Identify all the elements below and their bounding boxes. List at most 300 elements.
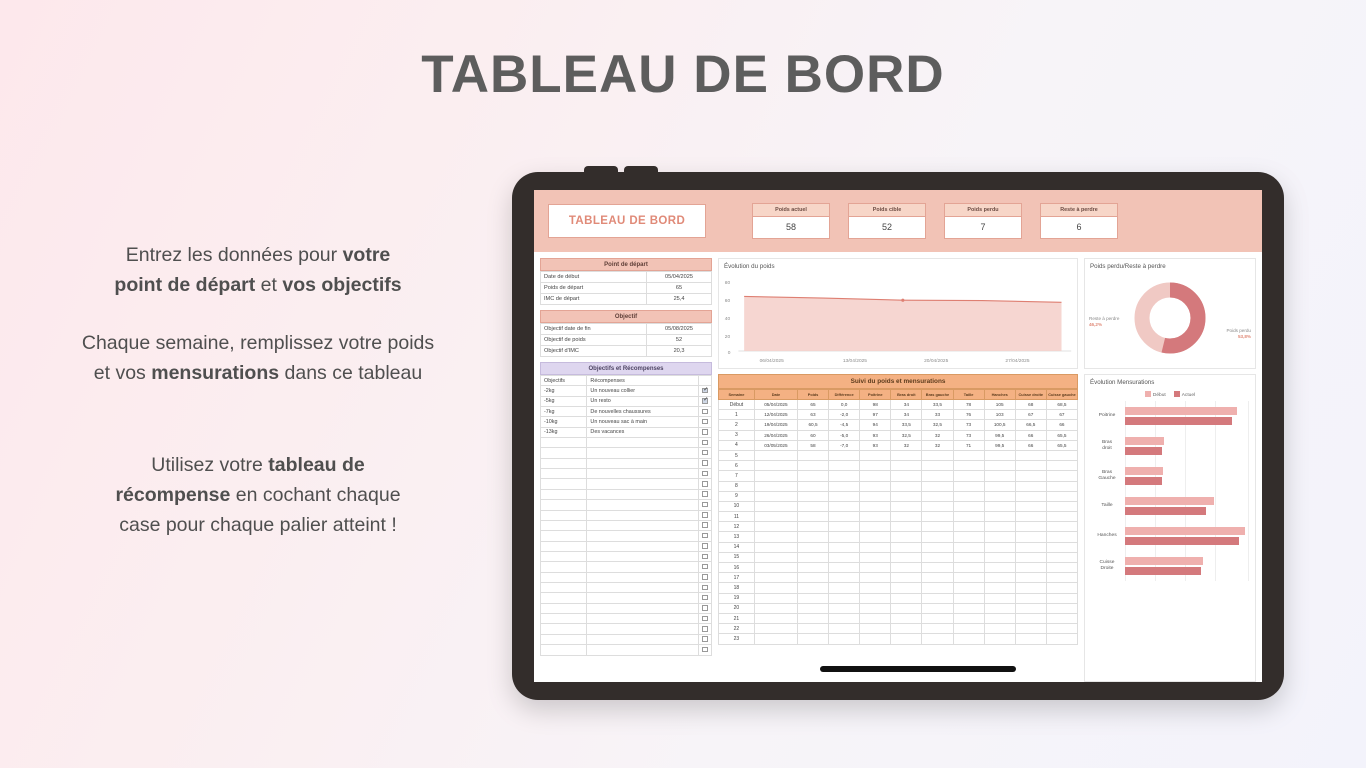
reward-checkbox-cell[interactable]	[699, 417, 712, 427]
reward-checkbox-cell[interactable]	[699, 510, 712, 520]
reward-checkbox[interactable]	[702, 605, 708, 611]
reward-checkbox[interactable]	[702, 450, 708, 456]
reward-label[interactable]: De nouvelles chaussures	[587, 406, 699, 416]
table-cell[interactable]	[891, 583, 922, 593]
table-cell[interactable]	[860, 532, 891, 542]
table-cell[interactable]	[891, 491, 922, 501]
reward-goal[interactable]	[541, 572, 587, 582]
table-cell[interactable]: 68,5	[1046, 400, 1077, 410]
table-cell[interactable]	[754, 583, 797, 593]
reward-label[interactable]	[587, 448, 699, 458]
reward-label[interactable]	[587, 603, 699, 613]
table-cell[interactable]	[1046, 532, 1077, 542]
reward-label[interactable]	[587, 634, 699, 644]
kpi-value[interactable]: 52	[848, 217, 926, 239]
reward-checkbox[interactable]	[702, 471, 708, 477]
reward-goal[interactable]	[541, 541, 587, 551]
reward-checkbox[interactable]	[702, 616, 708, 622]
reward-checkbox[interactable]	[702, 574, 708, 580]
row-value[interactable]: 05/08/2025	[647, 324, 712, 335]
table-cell[interactable]	[953, 583, 984, 593]
table-cell[interactable]	[797, 603, 828, 613]
table-cell[interactable]	[922, 634, 953, 644]
table-cell[interactable]	[953, 471, 984, 481]
table-cell[interactable]	[829, 603, 860, 613]
table-cell[interactable]	[754, 603, 797, 613]
table-cell[interactable]	[797, 552, 828, 562]
reward-label[interactable]	[587, 583, 699, 593]
table-cell[interactable]	[1046, 624, 1077, 634]
table-cell[interactable]: 65	[797, 400, 828, 410]
table-cell[interactable]	[922, 613, 953, 623]
table-cell[interactable]	[1046, 471, 1077, 481]
table-cell[interactable]	[829, 491, 860, 501]
table-cell[interactable]	[922, 593, 953, 603]
table-cell[interactable]	[891, 461, 922, 471]
table-cell[interactable]	[860, 471, 891, 481]
table-cell[interactable]	[754, 613, 797, 623]
table-cell[interactable]	[829, 481, 860, 491]
table-cell[interactable]	[953, 481, 984, 491]
table-cell[interactable]	[953, 501, 984, 511]
reward-label[interactable]	[587, 469, 699, 479]
table-cell[interactable]	[891, 552, 922, 562]
table-cell[interactable]	[860, 542, 891, 552]
table-cell[interactable]	[922, 450, 953, 460]
table-cell[interactable]: 33,5	[891, 420, 922, 430]
table-cell[interactable]	[1046, 542, 1077, 552]
table-cell[interactable]	[1015, 512, 1046, 522]
reward-checkbox[interactable]	[702, 543, 708, 549]
table-cell[interactable]	[984, 542, 1015, 552]
table-cell[interactable]	[891, 603, 922, 613]
table-cell[interactable]	[984, 593, 1015, 603]
reward-checkbox-cell[interactable]	[699, 583, 712, 593]
reward-checkbox-cell[interactable]	[699, 406, 712, 416]
reward-checkbox-cell[interactable]	[699, 500, 712, 510]
kpi-value[interactable]: 6	[1040, 217, 1118, 239]
reward-label[interactable]	[587, 551, 699, 561]
table-cell[interactable]	[829, 552, 860, 562]
reward-checkbox-cell[interactable]	[699, 469, 712, 479]
table-cell[interactable]	[754, 481, 797, 491]
reward-goal[interactable]	[541, 469, 587, 479]
table-cell[interactable]	[984, 613, 1015, 623]
table-cell[interactable]	[891, 542, 922, 552]
reward-goal[interactable]: -13kg	[541, 427, 587, 437]
table-cell[interactable]	[754, 501, 797, 511]
reward-checkbox-cell[interactable]	[699, 562, 712, 572]
table-cell[interactable]: 32	[922, 440, 953, 450]
table-cell[interactable]	[984, 532, 1015, 542]
table-cell[interactable]: 66	[1046, 420, 1077, 430]
reward-label[interactable]: Un resto	[587, 396, 699, 406]
table-cell[interactable]	[953, 624, 984, 634]
table-cell[interactable]	[984, 461, 1015, 471]
table-cell[interactable]	[860, 461, 891, 471]
table-cell[interactable]	[1046, 450, 1077, 460]
reward-goal[interactable]: -7kg	[541, 406, 587, 416]
table-cell[interactable]	[922, 512, 953, 522]
table-cell[interactable]	[922, 481, 953, 491]
reward-goal[interactable]	[541, 500, 587, 510]
reward-checkbox-cell[interactable]	[699, 541, 712, 551]
table-cell[interactable]	[891, 593, 922, 603]
table-cell[interactable]	[829, 563, 860, 573]
table-cell[interactable]	[1046, 634, 1077, 644]
table-cell[interactable]	[984, 471, 1015, 481]
table-cell[interactable]	[891, 563, 922, 573]
table-cell[interactable]	[984, 552, 1015, 562]
table-cell[interactable]	[829, 613, 860, 623]
reward-checkbox-cell[interactable]	[699, 458, 712, 468]
reward-goal[interactable]	[541, 614, 587, 624]
table-cell[interactable]	[922, 624, 953, 634]
table-cell[interactable]	[1015, 563, 1046, 573]
table-cell[interactable]	[860, 501, 891, 511]
table-cell[interactable]: 33,5	[922, 400, 953, 410]
table-cell[interactable]	[1015, 461, 1046, 471]
stylus[interactable]	[820, 666, 1016, 672]
reward-checkbox[interactable]	[702, 595, 708, 601]
table-cell[interactable]	[984, 501, 1015, 511]
table-cell[interactable]	[922, 491, 953, 501]
table-cell[interactable]	[1046, 563, 1077, 573]
reward-checkbox[interactable]	[702, 626, 708, 632]
table-cell[interactable]: 71	[953, 440, 984, 450]
reward-checkbox-cell[interactable]	[699, 614, 712, 624]
table-cell[interactable]	[984, 450, 1015, 460]
table-cell[interactable]	[953, 593, 984, 603]
reward-label[interactable]	[587, 500, 699, 510]
reward-goal[interactable]	[541, 583, 587, 593]
table-cell[interactable]	[860, 450, 891, 460]
table-cell[interactable]	[984, 624, 1015, 634]
reward-label[interactable]	[587, 593, 699, 603]
table-cell[interactable]	[797, 583, 828, 593]
table-cell[interactable]	[891, 573, 922, 583]
table-cell[interactable]	[984, 491, 1015, 501]
table-cell[interactable]: 60	[797, 430, 828, 440]
table-cell[interactable]	[922, 583, 953, 593]
table-cell[interactable]	[797, 563, 828, 573]
table-cell[interactable]: 100,5	[984, 420, 1015, 430]
reward-label[interactable]	[587, 458, 699, 468]
table-cell[interactable]	[860, 481, 891, 491]
table-cell[interactable]	[754, 552, 797, 562]
reward-goal[interactable]	[541, 603, 587, 613]
table-cell[interactable]	[860, 613, 891, 623]
table-cell[interactable]	[953, 461, 984, 471]
table-cell[interactable]	[1015, 624, 1046, 634]
table-cell[interactable]	[1015, 603, 1046, 613]
reward-goal[interactable]	[541, 593, 587, 603]
table-cell[interactable]	[797, 461, 828, 471]
table-cell[interactable]	[754, 532, 797, 542]
table-cell[interactable]	[1015, 573, 1046, 583]
reward-checkbox[interactable]	[702, 522, 708, 528]
table-cell[interactable]: 65,5	[1046, 430, 1077, 440]
table-cell[interactable]	[829, 501, 860, 511]
reward-goal[interactable]	[541, 489, 587, 499]
reward-checkbox[interactable]	[702, 419, 708, 425]
table-cell[interactable]	[953, 613, 984, 623]
reward-checkbox[interactable]	[702, 502, 708, 508]
table-cell[interactable]: 32	[891, 440, 922, 450]
reward-label[interactable]	[587, 489, 699, 499]
table-cell[interactable]	[754, 461, 797, 471]
table-cell[interactable]: 12/04/2025	[754, 410, 797, 420]
reward-label[interactable]	[587, 572, 699, 582]
table-cell[interactable]	[754, 563, 797, 573]
table-cell[interactable]	[829, 532, 860, 542]
table-cell[interactable]	[797, 624, 828, 634]
table-cell[interactable]	[922, 573, 953, 583]
table-cell[interactable]: 78	[953, 400, 984, 410]
table-cell[interactable]	[953, 552, 984, 562]
table-cell[interactable]	[797, 532, 828, 542]
reward-goal[interactable]	[541, 510, 587, 520]
reward-label[interactable]	[587, 614, 699, 624]
reward-label[interactable]	[587, 437, 699, 447]
table-cell[interactable]	[797, 573, 828, 583]
table-cell[interactable]	[891, 634, 922, 644]
reward-label[interactable]	[587, 531, 699, 541]
table-cell[interactable]	[860, 583, 891, 593]
table-cell[interactable]	[829, 593, 860, 603]
table-cell[interactable]: -5,0	[829, 430, 860, 440]
table-cell[interactable]	[797, 542, 828, 552]
reward-goal[interactable]	[541, 562, 587, 572]
table-cell[interactable]	[891, 450, 922, 460]
table-cell[interactable]	[860, 624, 891, 634]
reward-checkbox[interactable]	[702, 429, 708, 435]
reward-checkbox[interactable]	[702, 388, 708, 394]
reward-label[interactable]: Un nouveau sac à main	[587, 417, 699, 427]
table-cell[interactable]	[754, 522, 797, 532]
reward-checkbox-cell[interactable]	[699, 531, 712, 541]
table-cell[interactable]	[1046, 512, 1077, 522]
reward-checkbox-cell[interactable]	[699, 520, 712, 530]
reward-checkbox[interactable]	[702, 491, 708, 497]
table-cell[interactable]	[860, 634, 891, 644]
table-cell[interactable]	[797, 512, 828, 522]
table-cell[interactable]	[860, 552, 891, 562]
table-cell[interactable]	[953, 450, 984, 460]
table-cell[interactable]	[754, 624, 797, 634]
table-cell[interactable]: 34	[891, 410, 922, 420]
table-cell[interactable]	[797, 613, 828, 623]
table-cell[interactable]	[953, 532, 984, 542]
table-cell[interactable]	[829, 522, 860, 532]
table-cell[interactable]: 98	[860, 400, 891, 410]
table-cell[interactable]	[829, 542, 860, 552]
reward-checkbox-cell[interactable]	[699, 479, 712, 489]
reward-checkbox[interactable]	[702, 440, 708, 446]
table-cell[interactable]: 67	[1015, 410, 1046, 420]
table-cell[interactable]	[953, 603, 984, 613]
reward-checkbox[interactable]	[702, 481, 708, 487]
row-value[interactable]: 05/04/2025	[647, 272, 712, 283]
table-cell[interactable]	[922, 603, 953, 613]
table-cell[interactable]: 94	[860, 420, 891, 430]
table-cell[interactable]: 66	[1015, 440, 1046, 450]
reward-goal[interactable]	[541, 551, 587, 561]
table-cell[interactable]: 03/05/2025	[754, 440, 797, 450]
reward-checkbox-cell[interactable]	[699, 448, 712, 458]
table-cell[interactable]	[953, 634, 984, 644]
table-cell[interactable]	[953, 491, 984, 501]
table-cell[interactable]	[797, 501, 828, 511]
table-cell[interactable]	[1046, 491, 1077, 501]
table-cell[interactable]	[922, 501, 953, 511]
reward-checkbox-cell[interactable]	[699, 624, 712, 634]
reward-label[interactable]: Un nouveau collier	[587, 386, 699, 396]
table-cell[interactable]	[1015, 522, 1046, 532]
table-cell[interactable]	[860, 491, 891, 501]
table-cell[interactable]: -4,5	[829, 420, 860, 430]
table-cell[interactable]	[860, 593, 891, 603]
table-cell[interactable]	[1015, 634, 1046, 644]
table-cell[interactable]	[984, 522, 1015, 532]
reward-checkbox[interactable]	[702, 512, 708, 518]
reward-goal[interactable]: -5kg	[541, 396, 587, 406]
table-cell[interactable]	[1015, 583, 1046, 593]
table-cell[interactable]	[1015, 481, 1046, 491]
table-cell[interactable]: 19/04/2025	[754, 420, 797, 430]
table-cell[interactable]: 99,5	[984, 430, 1015, 440]
table-cell[interactable]	[984, 563, 1015, 573]
table-cell[interactable]	[891, 532, 922, 542]
table-cell[interactable]	[922, 552, 953, 562]
table-cell[interactable]	[953, 542, 984, 552]
table-cell[interactable]: 0,0	[829, 400, 860, 410]
table-cell[interactable]	[1015, 552, 1046, 562]
table-cell[interactable]	[754, 491, 797, 501]
reward-checkbox[interactable]	[702, 647, 708, 653]
table-cell[interactable]: 68	[1015, 400, 1046, 410]
table-cell[interactable]: 32,5	[891, 430, 922, 440]
reward-label[interactable]: Des vacances	[587, 427, 699, 437]
table-cell[interactable]	[1046, 461, 1077, 471]
table-cell[interactable]	[797, 491, 828, 501]
reward-checkbox[interactable]	[702, 409, 708, 415]
kpi-value[interactable]: 58	[752, 217, 830, 239]
table-cell[interactable]: 93	[860, 430, 891, 440]
table-cell[interactable]	[984, 634, 1015, 644]
table-cell[interactable]	[754, 512, 797, 522]
table-cell[interactable]	[891, 501, 922, 511]
reward-checkbox-cell[interactable]	[699, 437, 712, 447]
table-cell[interactable]	[984, 573, 1015, 583]
table-cell[interactable]: 103	[984, 410, 1015, 420]
table-cell[interactable]	[754, 542, 797, 552]
reward-checkbox[interactable]	[702, 554, 708, 560]
table-cell[interactable]	[829, 583, 860, 593]
table-cell[interactable]	[1046, 522, 1077, 532]
table-cell[interactable]	[953, 573, 984, 583]
table-cell[interactable]	[1015, 532, 1046, 542]
table-cell[interactable]	[1046, 613, 1077, 623]
reward-checkbox[interactable]	[702, 533, 708, 539]
table-cell[interactable]	[1046, 481, 1077, 491]
table-cell[interactable]	[1015, 471, 1046, 481]
row-value[interactable]: 25,4	[647, 294, 712, 305]
reward-checkbox-cell[interactable]	[699, 645, 712, 655]
reward-goal[interactable]	[541, 479, 587, 489]
table-cell[interactable]	[891, 481, 922, 491]
table-cell[interactable]: 32,5	[922, 420, 953, 430]
reward-goal[interactable]	[541, 448, 587, 458]
table-cell[interactable]: 105	[984, 400, 1015, 410]
kpi-value[interactable]: 7	[944, 217, 1022, 239]
table-cell[interactable]	[1015, 491, 1046, 501]
table-cell[interactable]	[754, 450, 797, 460]
table-cell[interactable]	[1046, 603, 1077, 613]
table-cell[interactable]: 65,5	[1046, 440, 1077, 450]
table-cell[interactable]	[860, 522, 891, 532]
table-cell[interactable]: 60,5	[797, 420, 828, 430]
reward-label[interactable]	[587, 562, 699, 572]
table-cell[interactable]	[1046, 552, 1077, 562]
reward-goal[interactable]	[541, 458, 587, 468]
reward-label[interactable]	[587, 541, 699, 551]
table-cell[interactable]: 66	[1015, 430, 1046, 440]
table-cell[interactable]	[797, 481, 828, 491]
table-cell[interactable]: 73	[953, 430, 984, 440]
table-cell[interactable]	[1015, 450, 1046, 460]
table-cell[interactable]	[953, 563, 984, 573]
table-cell[interactable]: 97	[860, 410, 891, 420]
table-cell[interactable]: 05/04/2025	[754, 400, 797, 410]
table-cell[interactable]	[797, 471, 828, 481]
table-cell[interactable]	[984, 583, 1015, 593]
table-cell[interactable]: -2,0	[829, 410, 860, 420]
reward-checkbox[interactable]	[702, 564, 708, 570]
table-cell[interactable]	[829, 461, 860, 471]
reward-goal[interactable]	[541, 437, 587, 447]
table-cell[interactable]	[953, 512, 984, 522]
reward-checkbox-cell[interactable]	[699, 489, 712, 499]
table-cell[interactable]	[1015, 593, 1046, 603]
table-cell[interactable]	[922, 471, 953, 481]
reward-checkbox-cell[interactable]	[699, 634, 712, 644]
table-cell[interactable]: 33	[922, 410, 953, 420]
reward-checkbox[interactable]	[702, 398, 708, 404]
reward-label[interactable]	[587, 520, 699, 530]
reward-checkbox[interactable]	[702, 585, 708, 591]
reward-goal[interactable]: -10kg	[541, 417, 587, 427]
reward-checkbox-cell[interactable]	[699, 386, 712, 396]
table-cell[interactable]	[829, 512, 860, 522]
reward-label[interactable]	[587, 479, 699, 489]
table-cell[interactable]	[1046, 583, 1077, 593]
table-cell[interactable]	[1015, 501, 1046, 511]
reward-goal[interactable]	[541, 531, 587, 541]
row-value[interactable]: 65	[647, 283, 712, 294]
table-cell[interactable]: 73	[953, 420, 984, 430]
table-cell[interactable]: 76	[953, 410, 984, 420]
table-cell[interactable]	[797, 593, 828, 603]
table-cell[interactable]	[1046, 501, 1077, 511]
reward-label[interactable]	[587, 624, 699, 634]
reward-goal[interactable]	[541, 624, 587, 634]
table-cell[interactable]	[829, 624, 860, 634]
table-cell[interactable]	[984, 512, 1015, 522]
table-cell[interactable]	[922, 532, 953, 542]
table-cell[interactable]: 58	[797, 440, 828, 450]
table-cell[interactable]	[1046, 593, 1077, 603]
